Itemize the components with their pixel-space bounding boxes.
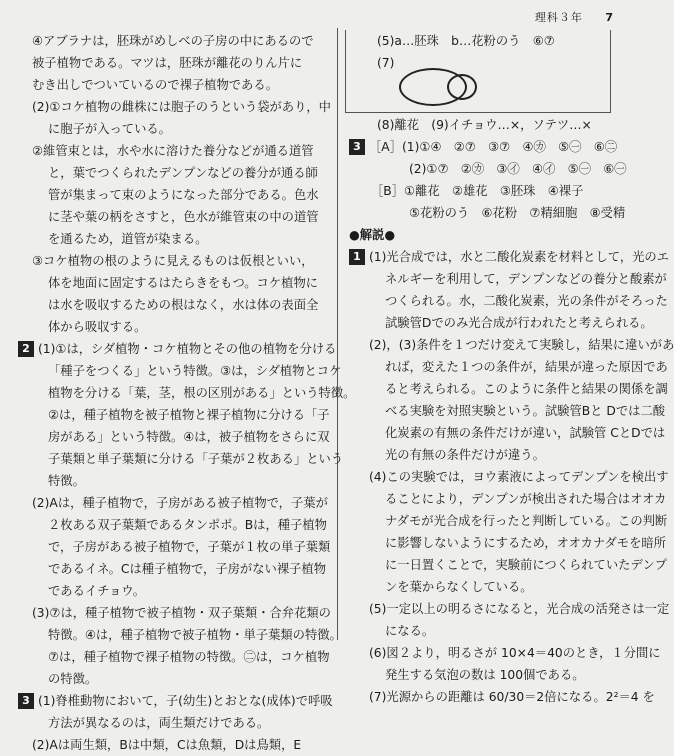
- text-line: ［A］(1)①④ ②⑦ ③⑦ ④㋕ ⑤㊀ ⑥㊁: [369, 140, 618, 154]
- text-line: ⑦は，種子植物で裸子植物の特徴。㊁は，コケ植物: [48, 650, 330, 664]
- text-line: ⑤花粉のう ⑥花粉 ⑦精細胞 ⑧受精: [409, 206, 626, 220]
- text-line: に一日置くことで，実験前につくられていたデンプ: [385, 558, 668, 572]
- question-number-badge: 3: [349, 139, 365, 155]
- ellipse-shape: [447, 74, 477, 100]
- flower-diagram: [349, 74, 640, 114]
- text-line: ②は，種子植物を被子植物と裸子植物に分ける「子: [48, 408, 330, 422]
- question-number-badge: 2: [18, 341, 34, 357]
- text-line: ることにより，デンプンが検出された場合はオオカ: [385, 492, 667, 506]
- left-column: [18, 30, 356, 756]
- text-line: 体を地面に固定するはたらきをもつ。コケ植物に: [48, 276, 319, 290]
- text-line: ④アブラナは，胚珠がめしべの子房の中にあるので: [32, 34, 314, 48]
- text-line: 試験管Dでのみ光合成が行われたと考えられる。: [385, 316, 653, 330]
- text-line: 特徴。④は，種子植物で被子植物・単子葉類の特徴。: [48, 628, 342, 642]
- explanation-1-line: [349, 246, 670, 268]
- text-line: (2)Aは，種子植物で，子房がある被子植物で，子葉が: [32, 496, 328, 510]
- text-line: ナダモが光合成を行ったと判断している。この判断: [385, 514, 668, 528]
- text-line: (8)離花 (9)イチョウ…×，ソテツ…×: [377, 118, 592, 132]
- text-line: 被子植物である。マツは，胚珠が離花のりん片に: [32, 56, 303, 70]
- text-line: に胞子が入っている。: [48, 122, 171, 136]
- text-line: ンを葉からなくしている。: [385, 580, 533, 594]
- text-line: に影響しないようにするため，オオカナダモを暗所: [385, 536, 666, 550]
- text-line: (1)①は，シダ植物・コケ植物とその他の植物を分ける: [38, 342, 337, 356]
- text-line: れば，変えた１つの条件が，結果が違った原因であ: [385, 360, 668, 374]
- text-line: (5)一定以上の明るさになると，光合成の活発さは一定: [369, 602, 670, 616]
- text-line: ると考えられる。このように条件と結果の関係を調: [385, 382, 668, 396]
- question-3-line: [18, 690, 333, 712]
- text-line: (2)①コケ植物の雌株には胞子のうという袋があり，中: [32, 100, 331, 114]
- text-line: 光の有無の条件だけが違う。: [385, 448, 545, 462]
- text-line: (1)光合成では，水と二酸化炭素を材料として，光のエ: [369, 250, 670, 264]
- text-line: (2)Aは両生類，Bは中類，Cは魚類，Dは鳥類，E: [32, 738, 302, 752]
- text-line: (7)光源からの距離は 60/30＝2倍になる。2²＝4 を: [369, 690, 655, 704]
- text-line: と，葉でつくられたデンプンなどの養分が通る師: [48, 166, 318, 180]
- question-2-line: [18, 338, 337, 360]
- text-line: 化炭素の有無の条件だけが違い，試験管 CとDでは: [385, 426, 666, 440]
- text-line: は水を吸収するための根はなく，水は体の表面全: [48, 298, 319, 312]
- text-line: ③コケ植物の根のように見えるものは仮根といい，: [32, 254, 314, 268]
- text-line: 「種子をつくる」という特徴。③は，シダ植物とコケ: [48, 364, 342, 378]
- page-header: [535, 9, 614, 25]
- text-line: で，子房がある被子植物で，子葉が１枚の単子葉類: [48, 540, 331, 554]
- text-line: ［B］①離花 ②雄花 ③胚珠 ④裸子: [371, 184, 584, 198]
- kaisetsu-heading: ●解説●: [349, 228, 396, 242]
- text-line: の特徴。: [48, 672, 98, 686]
- text-line: を通るため，道管が染まる。: [48, 232, 208, 246]
- question-number-badge: 3: [18, 693, 34, 709]
- question-number-badge: 1: [349, 249, 365, 265]
- question-3-answer-line: [349, 136, 640, 158]
- text-line: 房がある」という特徴。④は，被子植物をさらに双: [48, 430, 330, 444]
- text-line: 特徴。: [48, 474, 85, 488]
- text-line: むき出しでついているので裸子植物である。: [32, 78, 278, 92]
- page-number: 7: [605, 11, 614, 24]
- column-divider: [337, 28, 338, 640]
- text-line: ２枚ある双子葉類であるタンポポ。Bは，種子植物: [48, 518, 327, 532]
- text-line: に茎や葉の柄をさすと，色水が維管束の中の道管: [48, 210, 319, 224]
- text-line: (6)図２より，明るさが 10×4＝40のとき，１分間に: [369, 646, 661, 660]
- text-line: べる実験を対照実験という。試験管Bと Dでは二酸: [385, 404, 666, 418]
- text-line: ネルギーを利用して，デンプンなどの養分と酸素が: [385, 272, 667, 286]
- text-line: つくられる。水，二酸化炭素，光の条件がそろった: [385, 294, 668, 308]
- text-line: 方法が異なるのは，両生類だけである。: [48, 716, 270, 730]
- text-line: (7): [377, 56, 395, 70]
- text-line: (2)，(3)条件を１つだけ変えて実験し，結果に違いがあ: [369, 338, 674, 352]
- text-line: 発生する気泡の数は 100個である。: [385, 668, 585, 682]
- text-line: 管が集まって束のようになった部分である。色水: [48, 188, 319, 202]
- text-line: (1)脊椎動物において，子(幼生)とおとな(成体)で呼吸: [38, 694, 333, 708]
- text-line: ②維管束とは，水や水に溶けた養分などが通る道管: [32, 144, 314, 158]
- text-line: 子葉類と単子葉類に分ける「子葉が２枚ある」という: [48, 452, 344, 466]
- text-line: であるイチョウ。: [48, 584, 146, 598]
- text-line: (2)①⑦ ②㋕ ③㋑ ④㋑ ⑤㊀ ⑥㊀: [409, 162, 627, 176]
- text-line: 体から吸収する。: [48, 320, 147, 334]
- right-column: [349, 30, 674, 708]
- text-line: (4)この実験では，ヨウ素液によってデンプンを検出す: [369, 470, 669, 484]
- text-line: になる。: [385, 624, 435, 638]
- text-line: であるイネ。Cは種子植物で，子房がない裸子植物: [48, 562, 327, 576]
- text-line: (3)⑦は，種子植物で被子植物・双子葉類・合弁花類の: [32, 606, 331, 620]
- text-line: 植物を分ける「葉，茎，根の区別がある」という特徴。: [48, 386, 356, 400]
- text-line: (5)a…胚珠 b…花粉のう ⑥⑦: [377, 34, 555, 48]
- subject-label: 理科３年: [534, 11, 583, 24]
